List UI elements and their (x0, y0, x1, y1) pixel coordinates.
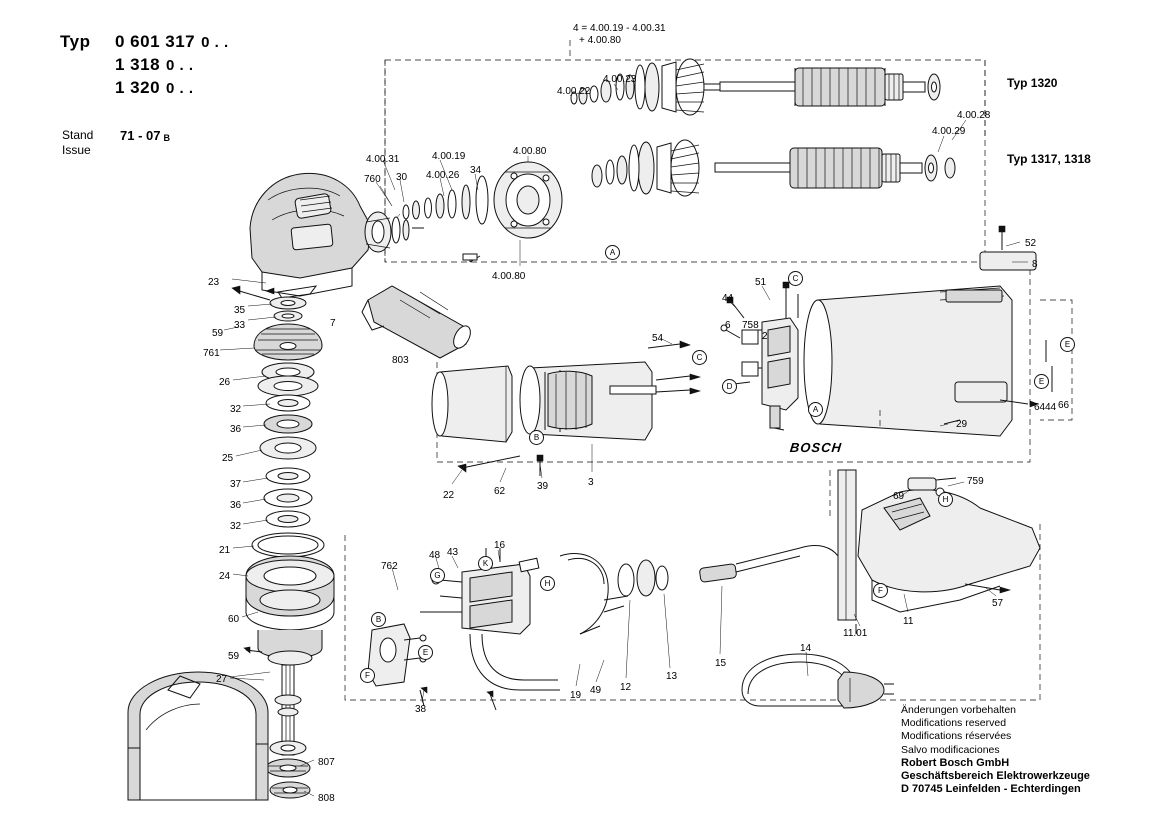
type-suffix-3: 0 . . (166, 80, 194, 97)
reference-letter-marker: E (418, 645, 433, 660)
part-callout: 26 (219, 377, 231, 388)
part-callout: 66 (1058, 400, 1070, 411)
part-callout: 34 (470, 165, 482, 176)
part-callout: 11 (903, 616, 914, 627)
footer-block (901, 704, 1090, 796)
reference-letter-marker: C (788, 271, 803, 286)
part-callout: 761 (203, 348, 220, 359)
part-callout: 38 (415, 704, 427, 715)
part-callout: 27 (216, 674, 228, 685)
part-callout: 11.01 (843, 628, 868, 639)
stand-label: Stand (62, 128, 94, 142)
reference-letter-marker: E (1060, 337, 1075, 352)
part-callout: 4 = 4.00.19 - 4.00.31 (573, 23, 666, 34)
type-line-1 (60, 32, 229, 52)
reference-letter-marker: A (808, 402, 823, 417)
part-callout: 19 (570, 690, 582, 701)
part-callout: 52 (1025, 238, 1037, 249)
footer-line-4: Salvo modificaciones (901, 743, 1000, 756)
part-callout: 15 (715, 658, 727, 669)
part-callout: 59 (228, 651, 240, 662)
reference-letter-marker: F (360, 668, 375, 683)
reference-letter-marker: F (873, 583, 888, 598)
gear-head-housing (250, 173, 424, 298)
part-callout: 807 (318, 757, 335, 768)
type-number-3: 1 320 (115, 78, 161, 97)
reference-letter-marker: B (529, 430, 544, 445)
variant-label-1320: Typ 1320 (1007, 76, 1058, 90)
part-callout: 808 (318, 793, 335, 804)
motor-housing (804, 226, 1052, 436)
part-callout: 54 (652, 333, 664, 344)
part-callout: 4.00.80 (492, 271, 526, 282)
part-callout: 44 (1045, 402, 1057, 413)
part-callout: 7 (330, 318, 336, 329)
reference-letter-marker: H (938, 492, 953, 507)
part-callout: 60 (228, 614, 240, 625)
part-callout: 760 (364, 174, 381, 185)
type-number-1: 0 601 317 (115, 32, 196, 51)
switch-lever-spring (560, 546, 838, 634)
part-callout: 3 (588, 477, 594, 488)
part-callout: 4.00.22 (557, 86, 591, 97)
reference-letter-marker: K (478, 556, 493, 571)
part-callout: 39 (537, 481, 549, 492)
stand-value: 71 - 07 (120, 128, 161, 143)
part-callout: 22 (443, 490, 455, 501)
part-callout: 29 (956, 419, 968, 430)
type-number-2: 1 318 (115, 55, 161, 74)
part-callout: 33 (234, 320, 246, 331)
type-line-2 (115, 55, 229, 75)
part-callout: 69 (893, 491, 905, 502)
part-callout: 36 (230, 500, 242, 511)
part-callout: 32 (230, 404, 242, 415)
footer-line-2: Modifications reserved (901, 717, 1007, 730)
part-callout: 4.00.26 (426, 170, 460, 181)
part-callout: 23 (208, 277, 220, 288)
issue-block (62, 128, 170, 157)
part-callout: 21 (219, 545, 231, 556)
part-callout: 803 (392, 355, 409, 366)
reference-letter-marker: B (371, 612, 386, 627)
part-callout: 24 (219, 571, 231, 582)
armature-1320 (571, 59, 940, 115)
switch-assembly (368, 548, 560, 710)
part-callout: 51 (755, 277, 767, 288)
part-callout: 30 (396, 172, 408, 183)
part-callout: 759 (967, 476, 984, 487)
part-callout: 48 (429, 550, 441, 561)
part-callout: 14 (800, 643, 812, 654)
part-callout: 64 (1034, 402, 1046, 413)
part-callout: 4.00.80 (513, 146, 547, 157)
part-callout: 12 (620, 682, 632, 693)
part-callout: 44 (722, 293, 734, 304)
reference-letter-marker: A (605, 245, 620, 260)
stand-revision: B (163, 133, 170, 143)
reference-letter-marker: D (722, 379, 737, 394)
type-line-3 (115, 78, 229, 98)
footer-line-1: Änderungen vorbehalten (901, 704, 1017, 716)
reference-letter-marker: C (692, 350, 707, 365)
typ-word: Typ (60, 32, 91, 51)
part-callout: 4.00.28 (957, 110, 991, 121)
footer-address: D 70745 Leinfelden - Echterdingen (901, 783, 1081, 796)
type-suffix-1: 0 . . (201, 34, 229, 51)
footer-company: Robert Bosch GmbH (901, 756, 1010, 769)
side-handle (362, 286, 474, 358)
part-callout: 59 (212, 328, 224, 339)
part-callout: 6 (725, 320, 731, 331)
part-callout: 4.00.31 (366, 154, 400, 165)
footer-division: Geschäftsbereich Elektrowerkzeuge (901, 770, 1090, 783)
part-callout: 4.00.29 (932, 126, 966, 137)
part-callout: + 4.00.80 (579, 35, 621, 46)
bosch-logo: BOSCH (789, 440, 843, 455)
part-callout: 758 (742, 320, 759, 331)
part-callout: 4.00.19 (432, 151, 466, 162)
stator-field (432, 341, 700, 476)
reference-letter-marker: H (540, 576, 555, 591)
part-callout: 762 (381, 561, 398, 572)
part-callout: 25 (222, 453, 234, 464)
part-callout: 57 (992, 598, 1004, 609)
issue-label: Issue (62, 143, 91, 157)
part-callout: 13 (666, 671, 678, 682)
part-callout: 32 (230, 521, 242, 532)
reference-letter-marker: E (1034, 374, 1049, 389)
part-callout: 4.00.23 (603, 74, 637, 85)
wheel-guard (128, 672, 268, 800)
part-callout: 35 (234, 305, 246, 316)
part-callout: 16 (494, 540, 506, 551)
part-callout: 43 (447, 547, 459, 558)
armature-1317-1318 (403, 140, 955, 262)
part-callout: 49 (590, 685, 602, 696)
type-suffix-2: 0 . . (166, 57, 194, 74)
part-callout: 2 (762, 331, 768, 342)
reference-letter-marker: G (430, 568, 445, 583)
footer-line-3: Modifications réservées (901, 730, 1012, 743)
part-callout: 62 (494, 486, 506, 497)
part-callout: 37 (230, 479, 242, 490)
variant-label-1317-1318: Typ 1317, 1318 (1007, 152, 1091, 166)
part-callout: 8 (1032, 259, 1038, 270)
title-block (60, 32, 229, 98)
part-callout: 36 (230, 424, 242, 435)
